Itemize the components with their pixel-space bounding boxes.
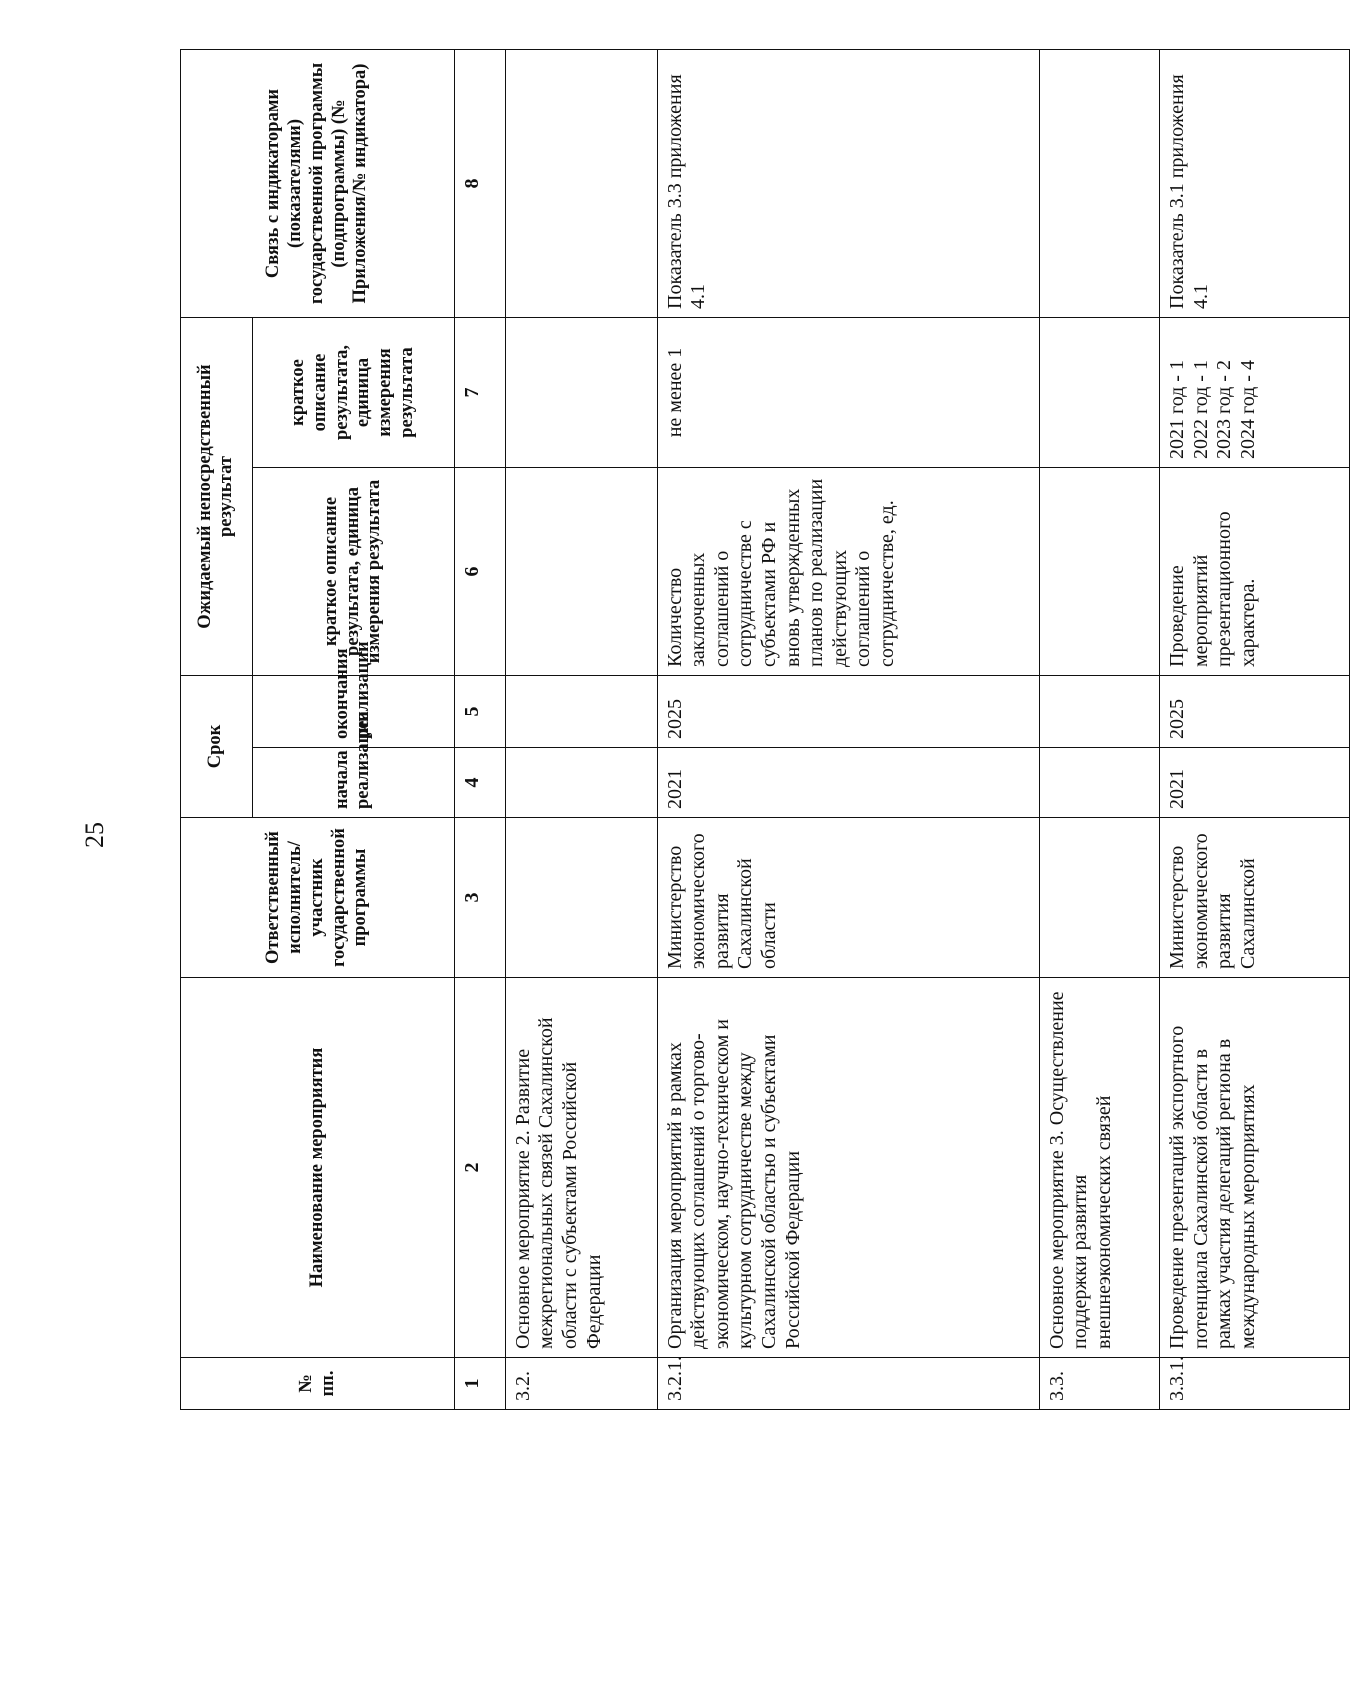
row-executor	[505, 818, 657, 978]
row-end: 2025	[1160, 676, 1350, 748]
row-end: 2025	[657, 676, 1039, 748]
row-start: 2021	[657, 748, 1039, 818]
row-link	[505, 50, 657, 318]
row-result-brief: не менее 1	[657, 318, 1039, 468]
header-executor: Ответственный исполнитель/участник государственной программы	[181, 818, 455, 978]
colnum-3: 3	[455, 818, 506, 978]
header-expected: Ожидаемый непосредственный результат	[181, 318, 253, 676]
row-num: 3.3.1.	[1160, 1358, 1350, 1410]
header-result-desc: краткое описание результата, единица измерения результата	[252, 468, 454, 676]
row-executor: Министерство экономического развития Сахалинской области	[657, 818, 1039, 978]
measures-table	[180, 49, 1350, 1410]
row-name: Основное мероприятие 3. Осуществление поддержки развития внешнеэкономических связей	[1039, 978, 1159, 1358]
header-end: окончания реализации	[252, 676, 454, 748]
row-end	[1039, 676, 1159, 748]
row-num: 3.2.1.	[657, 1358, 1039, 1410]
row-start: 2021	[1160, 748, 1350, 818]
table-row	[505, 50, 657, 1410]
row-result-brief	[505, 318, 657, 468]
table-rotated-container	[180, 50, 1350, 1410]
row-link: Показатель 3.3 приложения 4.1	[657, 50, 1039, 318]
column-number-row	[455, 50, 506, 1410]
row-executor	[1039, 818, 1159, 978]
colnum-7: 7	[455, 318, 506, 468]
row-start	[505, 748, 657, 818]
header-srok: Срок	[181, 676, 253, 818]
header-result-brief: краткое описание результата, единица измерения результата	[252, 318, 454, 468]
row-name: Основное мероприятие 2. Развитие межрегиональных связей Сахалинской области с субъектами Российской Федерации	[505, 978, 657, 1358]
header-start: начала реализации	[252, 748, 454, 818]
row-end	[505, 676, 657, 748]
colnum-1: 1	[455, 1358, 506, 1410]
row-result-desc: Количество заключенных соглашений о сотрудничестве с субъектами РФ и вновь утвержденных планов по реализации действующих соглашений о сотрудничестве, ед.	[657, 468, 1039, 676]
header-row-1	[181, 50, 253, 1410]
header-name: Наименование мероприятия	[181, 978, 455, 1358]
row-result-desc: Проведение мероприятий презентационного характера.	[1160, 468, 1350, 676]
row-link	[1039, 50, 1159, 318]
colnum-8: 8	[455, 50, 506, 318]
row-num: 3.2.	[505, 1358, 657, 1410]
colnum-2: 2	[455, 978, 506, 1358]
colnum-4: 4	[455, 748, 506, 818]
row-result-brief: 2021 год - 1 2022 год - 1 2023 год - 2 2024 год - 4	[1160, 318, 1350, 468]
colnum-6: 6	[455, 468, 506, 676]
row-link: Показатель 3.1 приложения 4.1	[1160, 50, 1350, 318]
header-link: Связь с индикаторами (показателями) государственной программы (подпрограммы) (№ Приложения/№ индикатора)	[181, 50, 455, 318]
table-row	[657, 50, 1039, 1410]
row-result-brief	[1039, 318, 1159, 468]
row-start	[1039, 748, 1159, 818]
page-number: 25	[80, 822, 109, 848]
row-result-desc	[505, 468, 657, 676]
table-row	[1160, 50, 1350, 1410]
colnum-5: 5	[455, 676, 506, 748]
row-num: 3.3.	[1039, 1358, 1159, 1410]
table-row	[1039, 50, 1159, 1410]
row-name: Организация мероприятий в рамках действующих соглашений о торгово-экономическом, научно-техническом и культурном сотрудничестве между Сахалинской областью и субъектами Российской Федерации	[657, 978, 1039, 1358]
header-num: № пп.	[181, 1358, 455, 1410]
row-executor: Министерство экономического развития Сахалинской	[1160, 818, 1350, 978]
row-result-desc	[1039, 468, 1159, 676]
table-wrapper	[180, 50, 1350, 1410]
row-name: Проведение презентаций экспортного потенциала Сахалинской области в рамках участия делегаций региона в международных мероприятиях	[1160, 978, 1350, 1358]
